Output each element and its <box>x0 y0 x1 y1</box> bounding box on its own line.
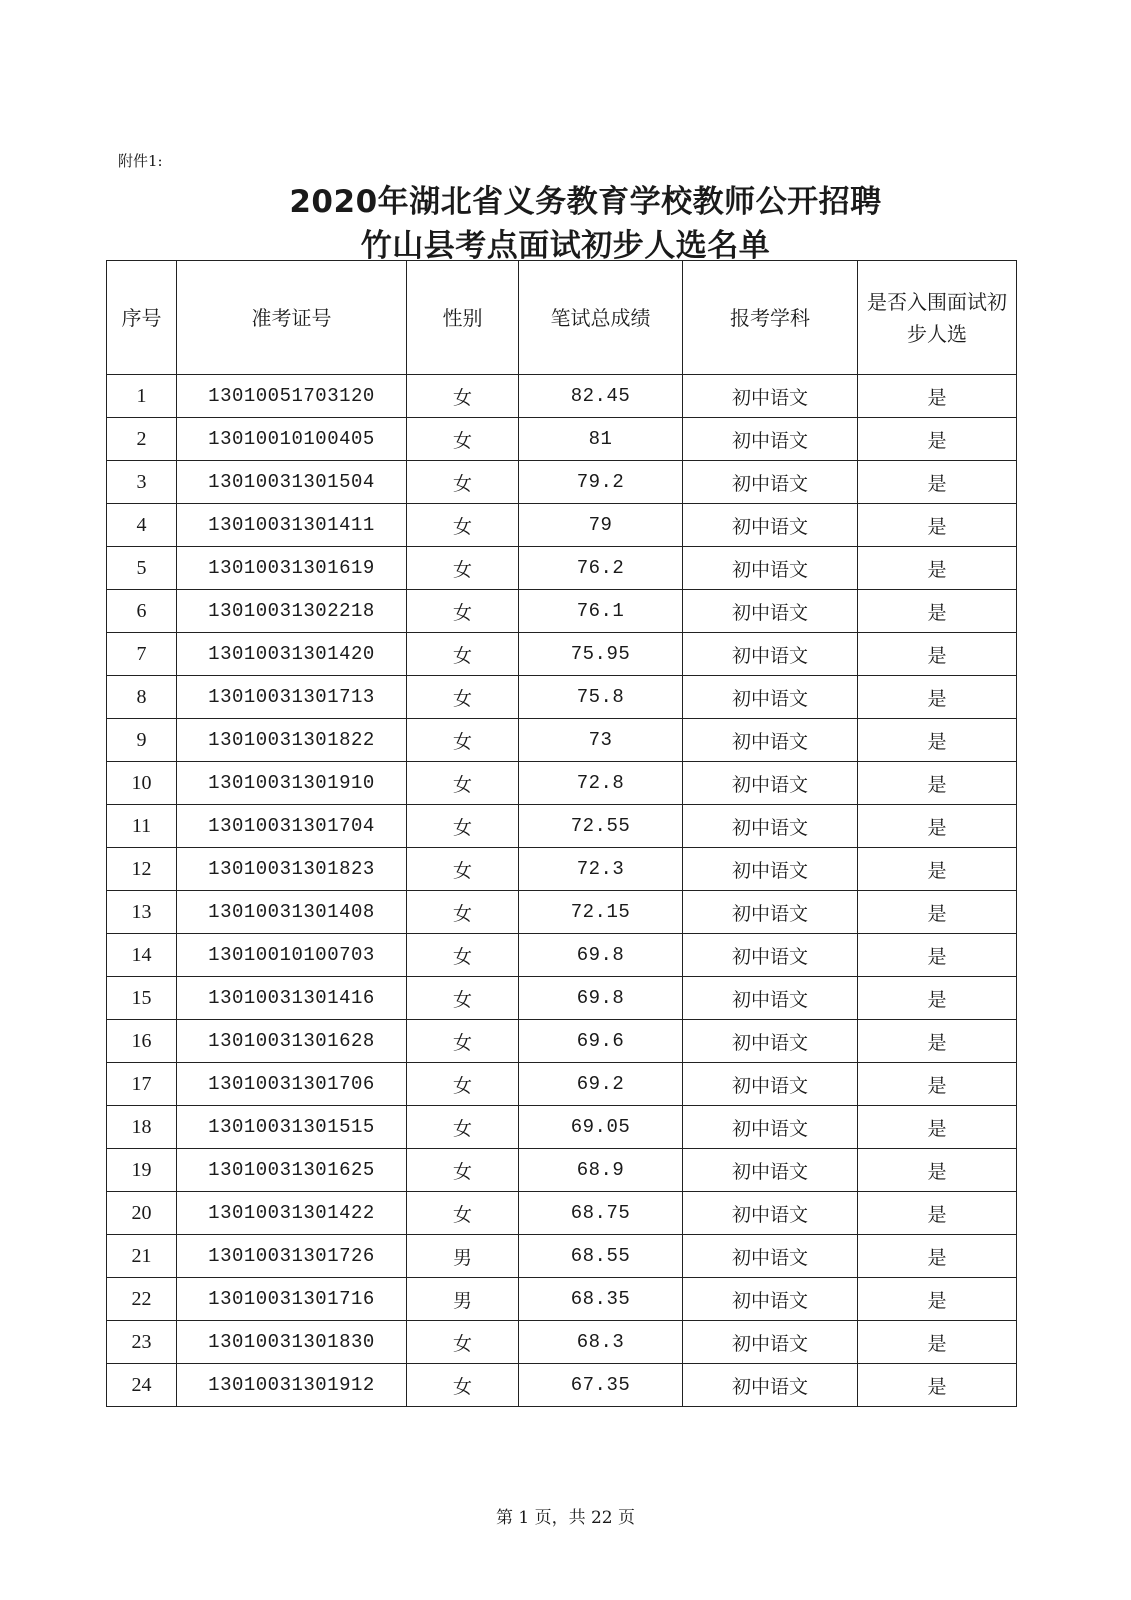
cell-score: 72.55 <box>519 805 683 848</box>
cell-exam-id: 13010031301420 <box>177 633 407 676</box>
cell-score: 79.2 <box>519 461 683 504</box>
cell-score: 82.45 <box>519 375 683 418</box>
cell-shortlisted: 是 <box>858 1235 1017 1278</box>
cell-shortlisted: 是 <box>858 805 1017 848</box>
cell-exam-id: 13010010100703 <box>177 934 407 977</box>
cell-index: 2 <box>107 418 177 461</box>
cell-shortlisted: 是 <box>858 934 1017 977</box>
cell-index: 19 <box>107 1149 177 1192</box>
cell-subject: 初中语文 <box>683 547 858 590</box>
cell-score: 69.2 <box>519 1063 683 1106</box>
cell-score: 69.8 <box>519 934 683 977</box>
cell-shortlisted: 是 <box>858 418 1017 461</box>
cell-shortlisted: 是 <box>858 891 1017 934</box>
cell-subject: 初中语文 <box>683 504 858 547</box>
cell-score: 72.15 <box>519 891 683 934</box>
cell-exam-id: 13010031301628 <box>177 1020 407 1063</box>
cell-score: 69.8 <box>519 977 683 1020</box>
cell-gender: 女 <box>407 934 519 977</box>
cell-index: 5 <box>107 547 177 590</box>
header-shortlisted: 是否入围面试初步人选 <box>858 261 1017 375</box>
cell-shortlisted: 是 <box>858 719 1017 762</box>
table-row <box>107 676 1017 719</box>
cell-exam-id: 13010031301726 <box>177 1235 407 1278</box>
cell-subject: 初中语文 <box>683 418 858 461</box>
cell-subject: 初中语文 <box>683 805 858 848</box>
cell-exam-id: 13010031301716 <box>177 1278 407 1321</box>
cell-shortlisted: 是 <box>858 547 1017 590</box>
header-exam-id: 准考证号 <box>177 261 407 375</box>
cell-index: 17 <box>107 1063 177 1106</box>
header-subject: 报考学科 <box>683 261 858 375</box>
cell-gender: 女 <box>407 1321 519 1364</box>
cell-index: 10 <box>107 762 177 805</box>
cell-exam-id: 13010031301625 <box>177 1149 407 1192</box>
cell-gender: 女 <box>407 1106 519 1149</box>
table-row <box>107 633 1017 676</box>
table-row <box>107 848 1017 891</box>
cell-gender: 女 <box>407 504 519 547</box>
table-row <box>107 1063 1017 1106</box>
cell-score: 68.35 <box>519 1278 683 1321</box>
table-row <box>107 375 1017 418</box>
cell-shortlisted: 是 <box>858 375 1017 418</box>
cell-gender: 女 <box>407 891 519 934</box>
cell-subject: 初中语文 <box>683 676 858 719</box>
cell-exam-id: 13010031301910 <box>177 762 407 805</box>
cell-score: 68.55 <box>519 1235 683 1278</box>
cell-exam-id: 13010031301504 <box>177 461 407 504</box>
cell-gender: 女 <box>407 590 519 633</box>
cell-subject: 初中语文 <box>683 590 858 633</box>
cell-subject: 初中语文 <box>683 375 858 418</box>
table-row <box>107 547 1017 590</box>
cell-shortlisted: 是 <box>858 633 1017 676</box>
header-gender: 性别 <box>407 261 519 375</box>
cell-index: 16 <box>107 1020 177 1063</box>
cell-gender: 女 <box>407 418 519 461</box>
table-row <box>107 719 1017 762</box>
table-row <box>107 891 1017 934</box>
cell-index: 1 <box>107 375 177 418</box>
cell-score: 69.05 <box>519 1106 683 1149</box>
cell-exam-id: 13010031301822 <box>177 719 407 762</box>
cell-index: 6 <box>107 590 177 633</box>
cell-score: 68.3 <box>519 1321 683 1364</box>
cell-shortlisted: 是 <box>858 1149 1017 1192</box>
cell-index: 24 <box>107 1364 177 1407</box>
table-row <box>107 1192 1017 1235</box>
cell-gender: 女 <box>407 762 519 805</box>
cell-index: 4 <box>107 504 177 547</box>
cell-subject: 初中语文 <box>683 1278 858 1321</box>
cell-exam-id: 13010031301408 <box>177 891 407 934</box>
cell-gender: 女 <box>407 1020 519 1063</box>
cell-gender: 男 <box>407 1235 519 1278</box>
cell-subject: 初中语文 <box>683 1106 858 1149</box>
cell-index: 14 <box>107 934 177 977</box>
cell-subject: 初中语文 <box>683 1063 858 1106</box>
cell-subject: 初中语文 <box>683 1149 858 1192</box>
cell-subject: 初中语文 <box>683 719 858 762</box>
table-row <box>107 1364 1017 1407</box>
cell-subject: 初中语文 <box>683 1192 858 1235</box>
cell-index: 11 <box>107 805 177 848</box>
cell-subject: 初中语文 <box>683 762 858 805</box>
cell-shortlisted: 是 <box>858 1063 1017 1106</box>
table-body <box>107 375 1017 1407</box>
table-row <box>107 1106 1017 1149</box>
cell-exam-id: 13010031301416 <box>177 977 407 1020</box>
cell-exam-id: 13010031301515 <box>177 1106 407 1149</box>
cell-subject: 初中语文 <box>683 633 858 676</box>
cell-shortlisted: 是 <box>858 1106 1017 1149</box>
cell-subject: 初中语文 <box>683 1321 858 1364</box>
cell-shortlisted: 是 <box>858 1192 1017 1235</box>
table-row <box>107 977 1017 1020</box>
cell-score: 81 <box>519 418 683 461</box>
cell-shortlisted: 是 <box>858 1278 1017 1321</box>
cell-gender: 女 <box>407 1063 519 1106</box>
header-index: 序号 <box>107 261 177 375</box>
cell-exam-id: 13010031301411 <box>177 504 407 547</box>
document-title-line-2: 竹山县考点面试初步人选名单 <box>360 228 771 264</box>
document-title-line-1: 2020年湖北省义务教育学校教师公开招聘 <box>289 184 882 220</box>
cell-subject: 初中语文 <box>683 1020 858 1063</box>
cell-subject: 初中语文 <box>683 461 858 504</box>
cell-shortlisted: 是 <box>858 1020 1017 1063</box>
cell-index: 23 <box>107 1321 177 1364</box>
cell-exam-id: 13010010100405 <box>177 418 407 461</box>
cell-shortlisted: 是 <box>858 461 1017 504</box>
cell-index: 15 <box>107 977 177 1020</box>
cell-gender: 女 <box>407 547 519 590</box>
table-row <box>107 1149 1017 1192</box>
table-row <box>107 504 1017 547</box>
cell-exam-id: 13010031301830 <box>177 1321 407 1364</box>
cell-index: 3 <box>107 461 177 504</box>
cell-gender: 女 <box>407 676 519 719</box>
cell-score: 73 <box>519 719 683 762</box>
cell-exam-id: 13010031301912 <box>177 1364 407 1407</box>
cell-shortlisted: 是 <box>858 504 1017 547</box>
cell-subject: 初中语文 <box>683 977 858 1020</box>
cell-gender: 女 <box>407 461 519 504</box>
cell-gender: 女 <box>407 1149 519 1192</box>
table-row <box>107 762 1017 805</box>
cell-shortlisted: 是 <box>858 1321 1017 1364</box>
table-row <box>107 418 1017 461</box>
cell-exam-id: 13010031301704 <box>177 805 407 848</box>
cell-exam-id: 13010031301706 <box>177 1063 407 1106</box>
page-footer: 第 1 页，共 22 页 <box>495 1508 636 1528</box>
cell-exam-id: 13010051703120 <box>177 375 407 418</box>
cell-shortlisted: 是 <box>858 676 1017 719</box>
cell-index: 7 <box>107 633 177 676</box>
table-row <box>107 1321 1017 1364</box>
cell-gender: 女 <box>407 1364 519 1407</box>
cell-index: 9 <box>107 719 177 762</box>
cell-index: 18 <box>107 1106 177 1149</box>
cell-score: 72.3 <box>519 848 683 891</box>
table-row <box>107 1020 1017 1063</box>
cell-index: 8 <box>107 676 177 719</box>
cell-gender: 女 <box>407 1192 519 1235</box>
cell-score: 68.9 <box>519 1149 683 1192</box>
cell-subject: 初中语文 <box>683 891 858 934</box>
table-header <box>107 261 1017 375</box>
table-row <box>107 1235 1017 1278</box>
table-row <box>107 934 1017 977</box>
cell-index: 20 <box>107 1192 177 1235</box>
cell-exam-id: 13010031302218 <box>177 590 407 633</box>
cell-score: 76.2 <box>519 547 683 590</box>
table-row <box>107 590 1017 633</box>
cell-index: 21 <box>107 1235 177 1278</box>
attachment-label: 附件1: <box>118 152 163 170</box>
cell-index: 13 <box>107 891 177 934</box>
cell-subject: 初中语文 <box>683 934 858 977</box>
cell-score: 72.8 <box>519 762 683 805</box>
cell-gender: 女 <box>407 633 519 676</box>
cell-shortlisted: 是 <box>858 848 1017 891</box>
cell-gender: 女 <box>407 719 519 762</box>
cell-shortlisted: 是 <box>858 977 1017 1020</box>
cell-gender: 女 <box>407 375 519 418</box>
candidate-table <box>106 260 1017 1407</box>
cell-exam-id: 13010031301422 <box>177 1192 407 1235</box>
cell-gender: 男 <box>407 1278 519 1321</box>
cell-score: 75.95 <box>519 633 683 676</box>
cell-gender: 女 <box>407 848 519 891</box>
cell-score: 68.75 <box>519 1192 683 1235</box>
cell-subject: 初中语文 <box>683 1364 858 1407</box>
cell-shortlisted: 是 <box>858 1364 1017 1407</box>
cell-score: 69.6 <box>519 1020 683 1063</box>
cell-exam-id: 13010031301823 <box>177 848 407 891</box>
cell-exam-id: 13010031301713 <box>177 676 407 719</box>
cell-score: 79 <box>519 504 683 547</box>
cell-score: 67.35 <box>519 1364 683 1407</box>
cell-shortlisted: 是 <box>858 590 1017 633</box>
cell-subject: 初中语文 <box>683 848 858 891</box>
cell-index: 22 <box>107 1278 177 1321</box>
cell-gender: 女 <box>407 977 519 1020</box>
cell-shortlisted: 是 <box>858 762 1017 805</box>
cell-gender: 女 <box>407 805 519 848</box>
table-row <box>107 461 1017 504</box>
table-row <box>107 1278 1017 1321</box>
cell-exam-id: 13010031301619 <box>177 547 407 590</box>
cell-score: 75.8 <box>519 676 683 719</box>
cell-subject: 初中语文 <box>683 1235 858 1278</box>
cell-index: 12 <box>107 848 177 891</box>
header-score: 笔试总成绩 <box>519 261 683 375</box>
table-row <box>107 805 1017 848</box>
cell-score: 76.1 <box>519 590 683 633</box>
